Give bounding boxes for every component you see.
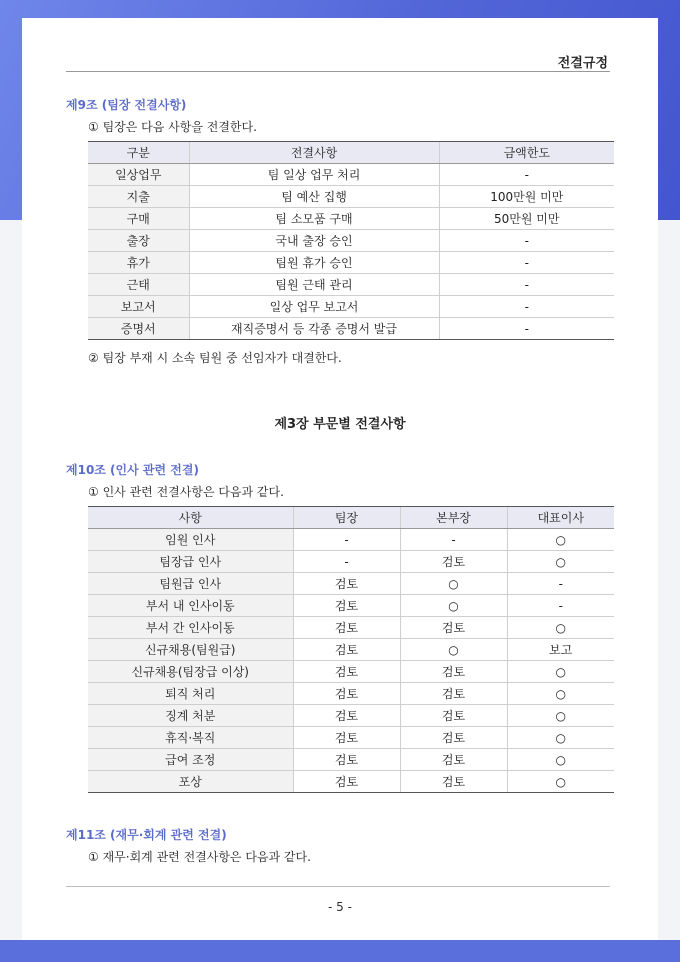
table-cell: 징계 처분 [88, 705, 293, 727]
table-cell: ○ [507, 683, 614, 705]
article10-heading: 제10조 (인사 관련 전결) [66, 463, 199, 477]
table-row [88, 296, 614, 318]
table-cell: 검토 [293, 661, 400, 683]
table-cell: ○ [507, 661, 614, 683]
table-cell: ○ [507, 529, 614, 551]
table-row [88, 164, 614, 186]
table-cell: 검토 [400, 617, 507, 639]
table-cell: ○ [400, 639, 507, 661]
table-cell: 팀 소모품 구매 [189, 208, 439, 230]
table-body [88, 164, 614, 340]
table-cell: 검토 [293, 771, 400, 793]
table-cell: 휴직·복직 [88, 727, 293, 749]
table-row [88, 274, 614, 296]
table-header-row [88, 142, 614, 164]
table-row [88, 661, 614, 683]
table-body [88, 529, 614, 793]
table-cell: 팀 일상 업무 처리 [189, 164, 439, 186]
table-cell: - [293, 529, 400, 551]
article11-heading: 제11조 (재무·회계 관련 전결) [66, 828, 227, 842]
table-cell: ○ [507, 617, 614, 639]
column-header: 금액한도 [439, 142, 614, 164]
table-row [88, 749, 614, 771]
table-row [88, 573, 614, 595]
table-cell: 검토 [293, 749, 400, 771]
table-cell: 검토 [400, 683, 507, 705]
table-cell: 팀원급 인사 [88, 573, 293, 595]
table-cell: - [439, 296, 614, 318]
table-cell: - [439, 164, 614, 186]
table-cell: 검토 [400, 661, 507, 683]
table-cell: 휴가 [88, 252, 189, 274]
article10-paragraph-1: ① 인사 관련 전결사항은 다음과 같다. [88, 485, 284, 499]
chapter-title: 제3장 부문별 전결사항 [274, 417, 406, 432]
table-cell: 퇴직 처리 [88, 683, 293, 705]
article9-heading: 제9조 (팀장 전결사항) [66, 98, 187, 112]
table-cell: ○ [400, 595, 507, 617]
table-cell: 지출 [88, 186, 189, 208]
table-cell: 포상 [88, 771, 293, 793]
table-cell: 검토 [293, 639, 400, 661]
table-cell: - [439, 274, 614, 296]
table-cell: 검토 [293, 617, 400, 639]
table-cell: 증명서 [88, 318, 189, 340]
table-cell: ○ [400, 573, 507, 595]
table-row [88, 551, 614, 573]
table-cell: 출장 [88, 230, 189, 252]
table-cell: - [507, 573, 614, 595]
column-header: 사항 [88, 507, 293, 529]
table-cell: ○ [507, 727, 614, 749]
document-header-title: 전결규정 [557, 56, 608, 71]
table-cell: 임원 인사 [88, 529, 293, 551]
article9-paragraph-1: ① 팀장은 다음 사항을 전결한다. [88, 120, 257, 134]
table-cell: ○ [507, 551, 614, 573]
table-cell: 보고서 [88, 296, 189, 318]
table-cell: 검토 [400, 727, 507, 749]
table-cell: 팀원 휴가 승인 [189, 252, 439, 274]
column-header: 대표이사 [507, 507, 614, 529]
header-divider [66, 71, 610, 72]
table-row [88, 639, 614, 661]
table-cell: 검토 [400, 771, 507, 793]
table-cell: 검토 [293, 573, 400, 595]
hr-approval-table [88, 506, 614, 793]
table-cell: 신규채용(팀장급 이상) [88, 661, 293, 683]
table-row [88, 617, 614, 639]
footer-divider [66, 886, 610, 887]
table-header-row [88, 507, 614, 529]
table-row [88, 683, 614, 705]
column-header: 전결사항 [189, 142, 439, 164]
table-cell: 부서 간 인사이동 [88, 617, 293, 639]
table-row [88, 252, 614, 274]
table-cell: - [439, 318, 614, 340]
table-cell: 팀장급 인사 [88, 551, 293, 573]
column-header: 구분 [88, 142, 189, 164]
table-cell: 일상 업무 보고서 [189, 296, 439, 318]
table-cell: 검토 [400, 749, 507, 771]
team-leader-approval-table [88, 141, 614, 340]
table-row [88, 230, 614, 252]
table-row [88, 705, 614, 727]
table-cell: 일상업무 [88, 164, 189, 186]
table-cell: 100만원 미만 [439, 186, 614, 208]
table-cell: 부서 내 인사이동 [88, 595, 293, 617]
table-row [88, 529, 614, 551]
table-cell: 검토 [293, 683, 400, 705]
table-cell: - [400, 529, 507, 551]
table-cell: - [439, 252, 614, 274]
table-cell: 근태 [88, 274, 189, 296]
table-cell: 검토 [400, 705, 507, 727]
column-header: 팀장 [293, 507, 400, 529]
table-row [88, 318, 614, 340]
article9-paragraph-2: ② 팀장 부재 시 소속 팀원 중 선임자가 대결한다. [88, 351, 342, 365]
table-cell: 검토 [400, 551, 507, 573]
column-header: 본부장 [400, 507, 507, 529]
background-bottom-band [0, 940, 680, 962]
table-row [88, 186, 614, 208]
table-cell: 구매 [88, 208, 189, 230]
table-cell: 50만원 미만 [439, 208, 614, 230]
table-row [88, 595, 614, 617]
table-cell: - [293, 551, 400, 573]
table-cell: 보고 [507, 639, 614, 661]
table-cell: 신규채용(팀원급) [88, 639, 293, 661]
table-cell: ○ [507, 771, 614, 793]
table-cell: 국내 출장 승인 [189, 230, 439, 252]
article11-paragraph-1: ① 재무·회계 관련 전결사항은 다음과 같다. [88, 850, 311, 864]
table-row [88, 727, 614, 749]
table-cell: - [507, 595, 614, 617]
table-cell: 검토 [293, 727, 400, 749]
table-cell: 재직증명서 등 각종 증명서 발급 [189, 318, 439, 340]
table-cell: - [439, 230, 614, 252]
page-number: - 5 - [328, 900, 352, 914]
table-cell: 팀원 근태 관리 [189, 274, 439, 296]
table-cell: 검토 [293, 705, 400, 727]
table-cell: 팀 예산 집행 [189, 186, 439, 208]
table-cell: ○ [507, 749, 614, 771]
table-cell: ○ [507, 705, 614, 727]
table-cell: 검토 [293, 595, 400, 617]
table-row [88, 208, 614, 230]
table-row [88, 771, 614, 793]
table-cell: 급여 조정 [88, 749, 293, 771]
